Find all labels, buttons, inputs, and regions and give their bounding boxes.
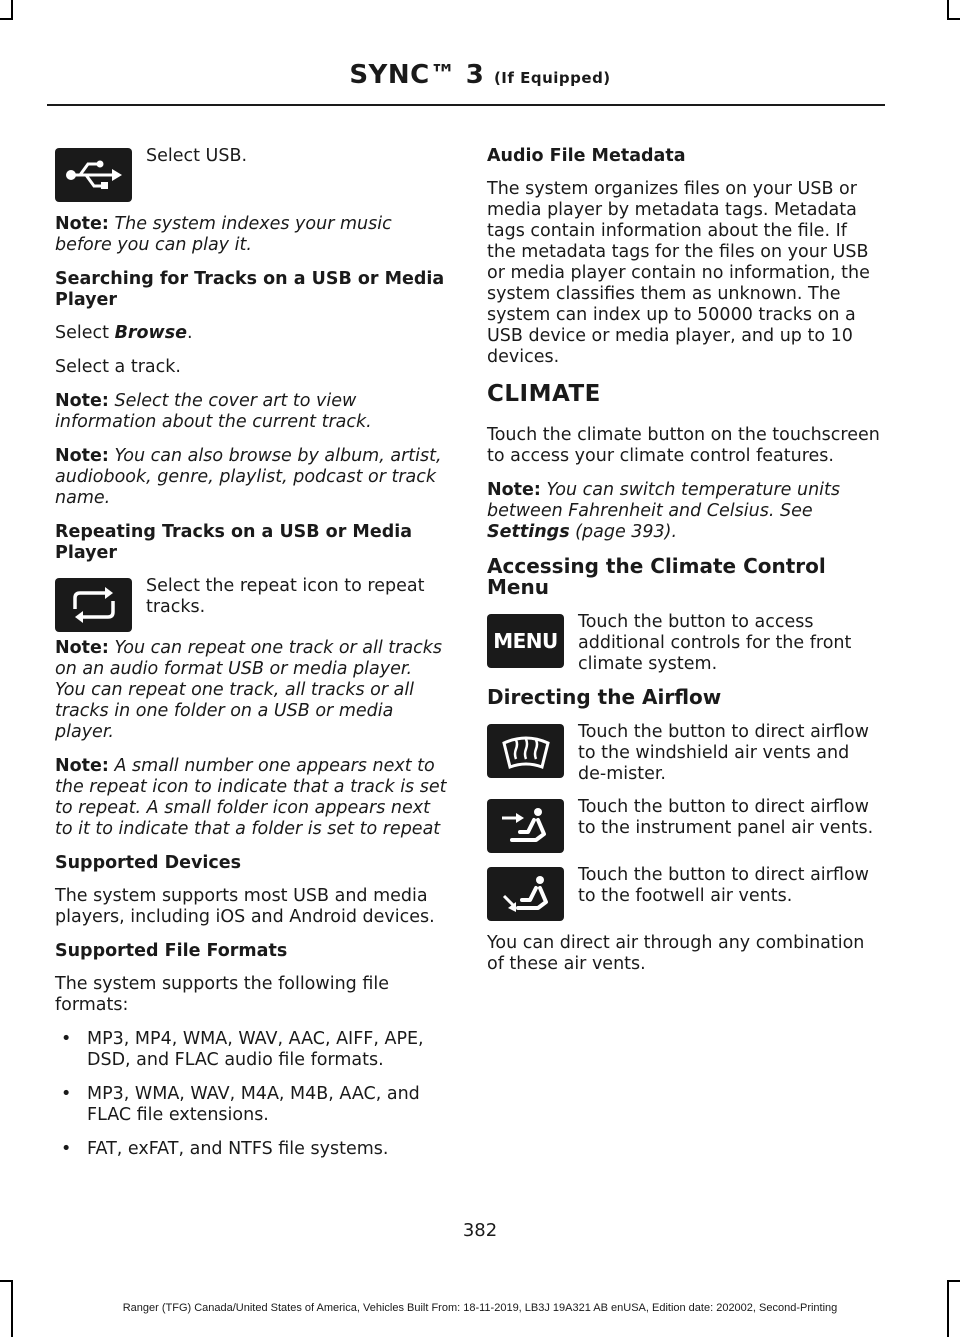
note-label: Note:	[55, 391, 109, 411]
header-subtitle: (If Equipped)	[493, 69, 611, 87]
menu-icon-label: MENU	[493, 629, 558, 653]
note-label: Note:	[487, 480, 541, 500]
menu-instruction	[487, 612, 880, 675]
note-label: Note:	[55, 756, 109, 776]
header-title: SYNC™ 3	[349, 60, 485, 90]
heading-supported-formats: Supported File Formats	[55, 941, 288, 961]
panel-instruction	[487, 797, 880, 853]
metadata-text: The system organizes files on your USB or media player by metadata tags. Metadata tags contain information about the file. If the metadata tags for the files on your USB or media player contain no information, the system classifies them as unknown. The system can index up to 50000 tracks on a USB device or media player, and up to 10 devices.	[487, 179, 870, 367]
select-browse-suffix: .	[187, 323, 193, 343]
select-track: Select a track.	[55, 357, 181, 377]
note-indexing	[55, 214, 448, 256]
header-rule	[47, 104, 885, 106]
right-column	[487, 146, 880, 988]
footwell-airflow-icon	[487, 867, 564, 921]
page-reference: (page 393).	[569, 522, 678, 542]
page-number: 382	[462, 1220, 498, 1241]
repeat-instruction	[55, 576, 448, 632]
note-label: Note:	[55, 638, 109, 658]
select-browse	[55, 323, 448, 344]
note-text: The system indexes your music before you can play it.	[55, 214, 392, 255]
formats-intro: The system supports the following file formats:	[55, 974, 389, 1015]
note-temperature-units	[487, 480, 880, 543]
heading-searching-tracks: Searching for Tracks on a USB or Media Player	[55, 269, 445, 310]
bullet: •	[61, 1139, 72, 1159]
devices-text: The system supports most USB and media players, including iOS and Android devices.	[55, 886, 435, 927]
heading-climate-menu: Accessing the Climate Control Menu	[487, 554, 826, 599]
left-column	[55, 146, 448, 1173]
settings-link[interactable]: Settings	[487, 522, 570, 542]
crop-mark	[0, 1280, 13, 1282]
list-item-text: MP3, MP4, WMA, WAV, AAC, AIFF, APE, DSD, and FLAC audio file formats.	[87, 1029, 424, 1070]
note-repeat-indicator	[55, 756, 448, 840]
heading-audio-metadata: Audio File Metadata	[487, 146, 686, 166]
bullet: •	[61, 1084, 72, 1104]
note-browse-by	[55, 446, 448, 509]
page-header	[0, 60, 960, 90]
crop-mark	[947, 1280, 960, 1282]
crop-mark	[11, 0, 13, 20]
footer-text: Ranger (TFG) Canada/United States of America, Vehicles Built From: 18-11-2019, LB3J 19A321 AB enUSA, Edition date: 202002, Second-Printing	[122, 1302, 838, 1314]
note-cover-art	[55, 391, 448, 433]
list-item-text: MP3, WMA, WAV, M4A, M4B, AAC, and FLAC file extensions.	[87, 1084, 420, 1125]
note-text: You can switch temperature units between Fahrenheit and Celsius. See	[487, 480, 841, 521]
heading-directing-airflow: Directing the Airflow	[487, 685, 722, 709]
menu-icon	[487, 614, 564, 668]
note-text: You can repeat one track or all tracks on an audio format USB or media player. You can repeat one track, all tracks or all tracks in one folder on a USB or media player.	[55, 638, 442, 742]
windshield-instruction	[487, 722, 880, 785]
menu-text: Touch the button to access additional controls for the front climate system.	[578, 612, 852, 674]
list-item	[55, 1139, 448, 1160]
repeat-icon	[55, 578, 132, 632]
heading-supported-devices: Supported Devices	[55, 853, 242, 873]
crop-mark	[947, 18, 960, 20]
panel-text: Touch the button to direct airflow to the instrument panel air vents.	[578, 797, 874, 838]
windshield-text: Touch the button to direct airflow to the windshield air vents and de-mister.	[578, 722, 869, 784]
note-label: Note:	[55, 214, 109, 234]
airflow-combination-text: You can direct air through any combination of these air vents.	[487, 933, 865, 974]
formats-list	[55, 1029, 448, 1160]
crop-mark	[0, 18, 13, 20]
list-item-text: FAT, exFAT, and NTFS file systems.	[87, 1139, 389, 1159]
heading-repeating-tracks: Repeating Tracks on a USB or Media Player	[55, 522, 413, 563]
select-usb-text: Select USB.	[146, 146, 248, 166]
instrument-panel-airflow-icon	[487, 799, 564, 853]
usb-instruction	[55, 146, 448, 202]
climate-text: Touch the climate button on the touchscreen to access your climate control features.	[487, 425, 880, 466]
note-text: A small number one appears next to the repeat icon to indicate that a track is set to repeat. A small folder icon appears next to it to indicate that a folder is set to repeat	[55, 756, 447, 839]
crop-mark	[947, 0, 949, 20]
heading-climate: CLIMATE	[487, 381, 601, 407]
footwell-text: Touch the button to direct airflow to the footwell air vents.	[578, 865, 869, 906]
usb-icon	[55, 148, 132, 202]
note-label: Note:	[55, 446, 109, 466]
bullet: •	[61, 1029, 72, 1049]
repeat-text: Select the repeat icon to repeat tracks.	[146, 576, 425, 617]
list-item	[55, 1084, 448, 1126]
windshield-defrost-icon	[487, 724, 564, 778]
note-repeat-one	[55, 638, 448, 743]
list-item	[55, 1029, 448, 1071]
note-text: Select the cover art to view information about the current track.	[55, 391, 372, 432]
note-text: You can also browse by album, artist, audiobook, genre, playlist, podcast or track name.	[55, 446, 442, 508]
select-browse-prefix: Select	[55, 323, 115, 343]
footwell-instruction	[487, 865, 880, 921]
browse-label: Browse	[114, 323, 188, 343]
